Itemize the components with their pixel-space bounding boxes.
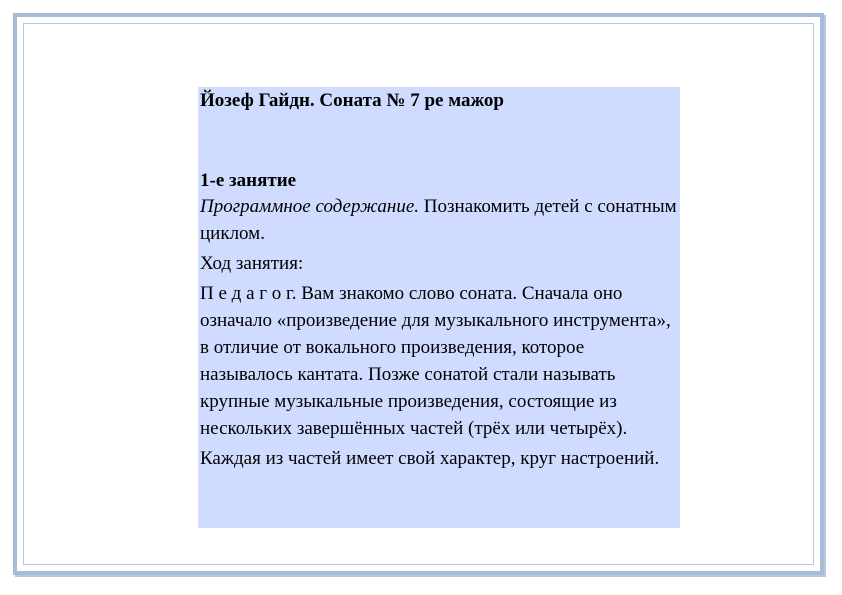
lesson-heading: 1-е занятие xyxy=(200,170,297,191)
text-panel xyxy=(198,87,680,528)
teacher-paragraph xyxy=(200,280,678,442)
course-paragraph: Ход занятия: xyxy=(200,253,304,274)
document-title: Йозеф Гайдн. Соната № 7 ре мажор xyxy=(200,90,504,111)
parts-paragraph: Каждая из частей имеет свой характер, круг настроений. xyxy=(200,448,660,469)
teacher-text: Вам знакомо слово соната. Сначала оно означало «произведение для музыкального инструмента», в отличие от вокального произведения, которое называлось кантата. Позже сонатой стали называть крупные музыкальные произведения, состоящие из нескольких завершённых частей (трёх или четырёх). xyxy=(200,283,671,439)
program-label: Программное содержание. xyxy=(200,196,420,217)
teacher-label: П е д а г о г. xyxy=(200,283,297,304)
program-paragraph xyxy=(200,193,678,247)
program-text: Познакомить детей с сонатным циклом. xyxy=(200,196,677,244)
